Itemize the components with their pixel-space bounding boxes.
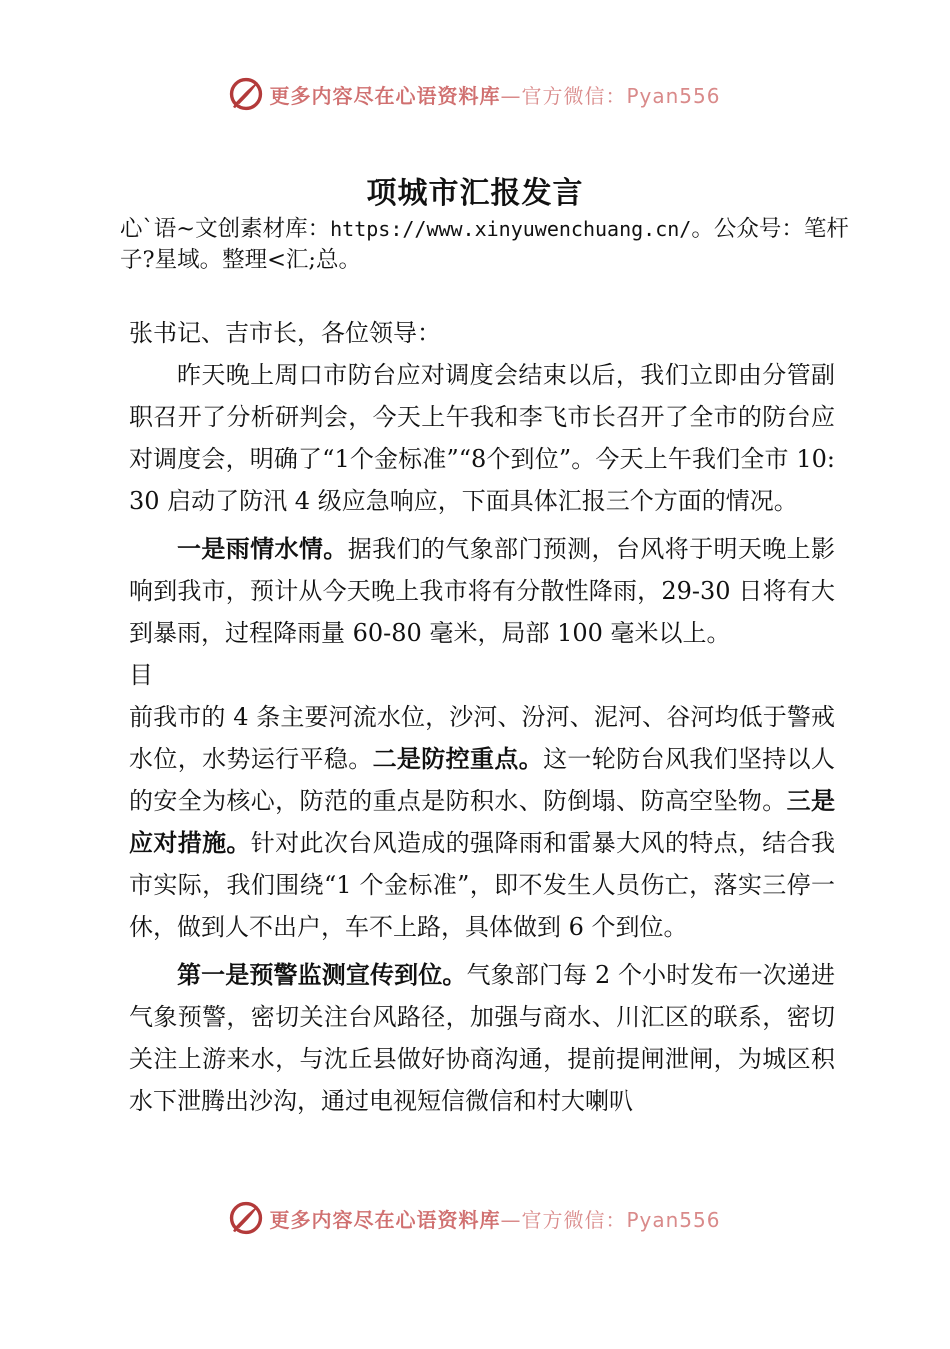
text-focus: 这一轮防台风我们坚持以人的安全为核心，防范的重点是防积水、防倒塌、防高空坠物。 <box>129 745 836 815</box>
paragraph-focus <box>129 696 835 948</box>
banner-brand: 更多内容尽在心语资料库 <box>269 1207 501 1232</box>
paragraph-warning <box>129 954 835 1122</box>
speech-body <box>129 312 835 1122</box>
source-prefix: 心`语~文创素材库： <box>120 216 331 242</box>
heading-focus: 二是防控重点。 <box>372 745 544 773</box>
quill-logo-icon <box>229 77 263 111</box>
footer-banner <box>0 1196 950 1240</box>
header-banner <box>0 72 950 116</box>
paragraph-rain <box>129 528 835 654</box>
banner-contact: —官方微信：Pyan556 <box>500 1207 721 1232</box>
heading-measures: 三是应对措施。 <box>129 787 835 857</box>
banner-contact: —官方微信：Pyan556 <box>500 83 721 108</box>
paragraph-intro: 昨天晚上周口市防台应对调度会结束以后，我们立即由分管副职召开了分析研判会，今天上午我和李飞市长召开了全市的防台应对调度会，明确了“1个金标准”“8个到位”。今天上午我们全市 10:30 启动了防汛 4 级应急响应，下面具体汇报三个方面的情况。 <box>129 361 835 515</box>
heading-warning: 第一是预警监测宣传到位。 <box>177 961 467 989</box>
source-url: https://www.xinyuwenchuang.cn/ <box>330 217 692 241</box>
text-warning: 气象部门每 2 个小时发布一次递进气象预警，密切关注台风路径，加强与商水、川汇区的联系，密切关注上游来水，与沈丘县做好协商沟通，提前提闸泄闸，为城区积水下泄腾出沙沟，通过电视短信微信和村大喇叭 <box>129 961 836 1115</box>
text-rain: 据我们的气象部门预测，台风将于明天晚上影响到我市，预计从今天晚上我市将有分散性降雨，29-30 日将有大到暴雨，过程降雨量 60-80 毫米，局部 100 毫米以上。 <box>129 535 836 647</box>
banner-text <box>269 1204 720 1233</box>
quill-logo-icon <box>229 1201 263 1235</box>
source-suffix: 。公众号：笔杆子?星域。整理<汇;总。 <box>120 216 849 273</box>
text-measures: 针对此次台风造成的强降雨和雷暴大风的特点，结合我市实际，我们围绕“1 个金标准”，即不发生人员伤亡，落实三停一休，做到人不出户，车不上路，具体做到 6 个到位。 <box>129 829 836 941</box>
paragraph-rain-tail: 目 <box>129 661 153 689</box>
salutation: 张书记、吉市长，各位领导： <box>129 319 441 347</box>
source-note <box>120 214 860 276</box>
banner-text <box>269 80 720 109</box>
page-title: 项城市汇报发言 <box>366 176 584 211</box>
heading-rain: 一是雨情水情。 <box>177 535 348 563</box>
text-rivers: 前我市的 4 条主要河流水位，沙河、汾河、泥河、谷河均低于警戒水位，水势运行平稳。 <box>129 703 835 773</box>
banner-brand: 更多内容尽在心语资料库 <box>269 83 501 108</box>
